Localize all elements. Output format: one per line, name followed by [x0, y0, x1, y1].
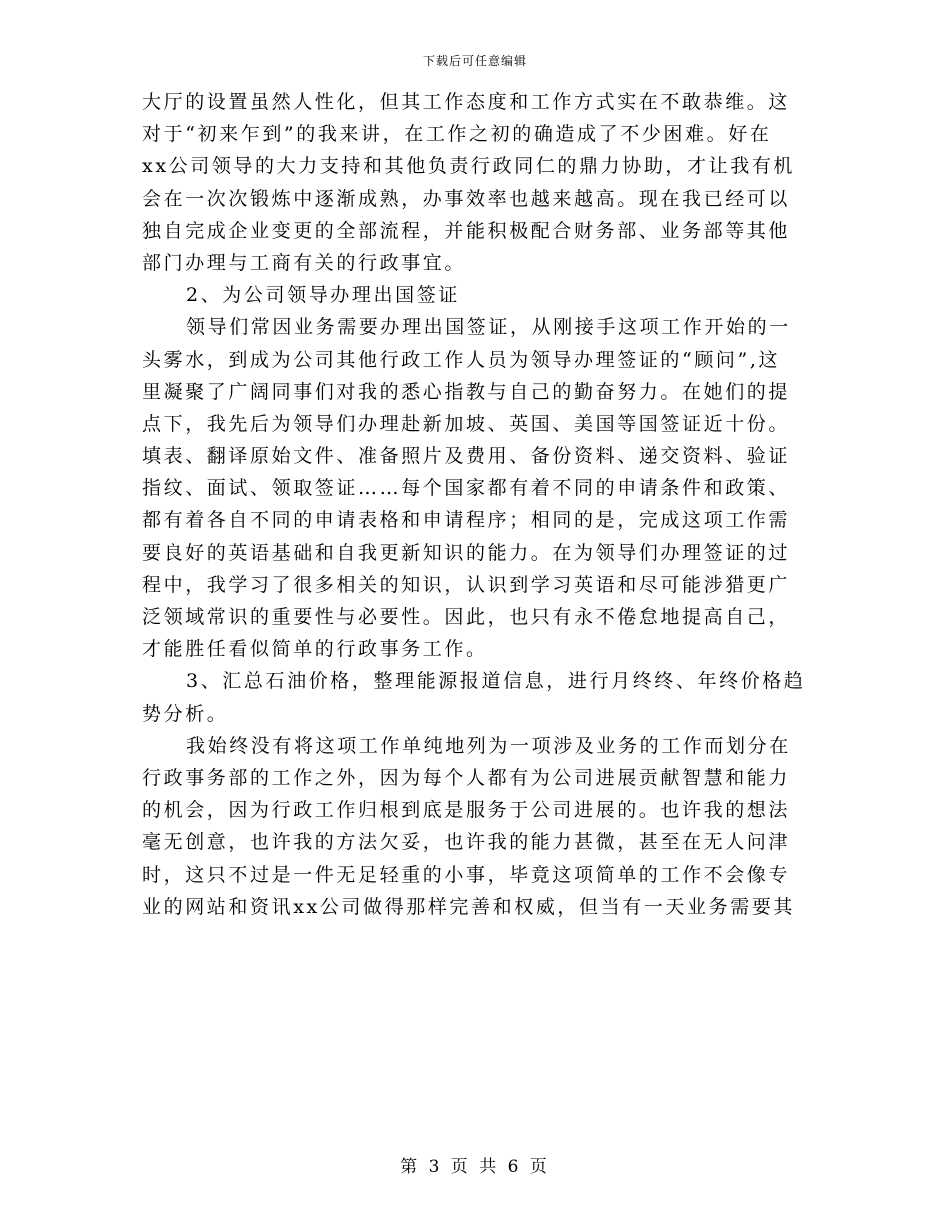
text-line: 点下，我先后为领导们办理赴新加坡、英国、美国等国签证近十份。	[142, 412, 791, 435]
text-line: 对于“初来乍到”的我来讲，在工作之初的确造成了不少困难。好在	[142, 123, 772, 146]
text-line: 泛领域常识的重要性与必要性。因此，也只有永不倦怠地提高自己，	[142, 606, 791, 628]
section-heading: 3、汇总石油价格，整理能源报道信息，进行月终终、年终价格趋	[186, 670, 806, 693]
text-line: xx公司领导的大力支持和其他负责行政同仁的鼎力协助，才让我有机	[142, 155, 796, 178]
section-heading: 2、为公司领导办理出国签证	[186, 284, 460, 307]
text-line: 才能胜任看似简单的行政事务工作。	[142, 638, 488, 661]
text-line: 毫无创意，也许我的方法欠妥，也许我的能力甚微，甚至在无人问津	[142, 831, 791, 854]
text-line: 指纹、面试、领取签证……每个国家都有着不同的申请条件和政策、	[142, 477, 791, 500]
text-line: 独自完成企业变更的全部流程，并能积极配合财务部、业务部等其他	[142, 219, 791, 242]
text-line: 里凝聚了广阔同事们对我的悉心指教与自己的勤奋努力。在她们的提	[142, 380, 791, 403]
document-body	[142, 86, 806, 923]
page-number: 第 3 页 共 6 页	[400, 1157, 550, 1177]
text-line: 头雾水，到成为公司其他行政工作人员为领导办理签证的“顾问”,这	[142, 348, 781, 371]
text-line: 大厅的设置虽然人性化，但其工作态度和工作方式实在不敢恭维。这	[142, 91, 791, 113]
text-line: 势分析。	[142, 702, 229, 725]
text-line: 要良好的英语基础和自我更新知识的能力。在为领导们办理签证的过	[142, 541, 791, 564]
text-line: 部门办理与工商有关的行政事宜。	[142, 251, 467, 274]
text-line: 的机会，因为行政工作归根到底是服务于公司进展的。也许我的想法	[142, 799, 791, 822]
text-line: 时，这只不过是一件无足轻重的小事，毕竟这项简单的工作不会像专	[142, 863, 791, 886]
text-line: 填表、翻译原始文件、准备照片及费用、备份资料、递交资料、验证	[142, 445, 791, 468]
text-line: 会在一次次锻炼中逐渐成熟，办事效率也越来越高。现在我已经可以	[142, 187, 791, 210]
text-line: 行政事务部的工作之外，因为每个人都有为公司进展贡献智慧和能力	[142, 766, 791, 789]
text-line: 我始终没有将这项工作单纯地列为一项涉及业务的工作而划分在	[186, 734, 791, 757]
text-line: 业的网站和资讯xx公司做得那样完善和权威，但当有一天业务需要其	[142, 895, 796, 918]
text-line: 程中，我学习了很多相关的知识，认识到学习英语和尽可能涉猎更广	[142, 573, 791, 596]
page-header: 下载后可任意编辑	[422, 54, 527, 68]
text-line: 都有着各自不同的申请表格和申请程序；相同的是，完成这项工作需	[142, 509, 791, 532]
text-line: 领导们常因业务需要办理出国签证，从刚接手这项工作开始的一	[186, 316, 791, 339]
